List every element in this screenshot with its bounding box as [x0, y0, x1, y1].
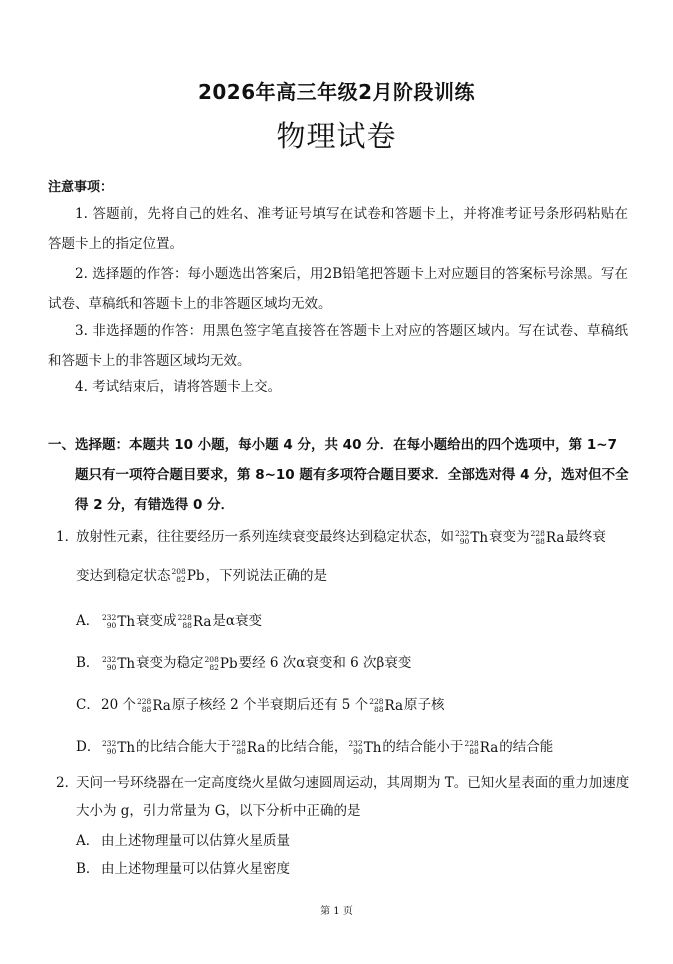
q1-stem-b: 衰变为 — [489, 529, 530, 545]
question-number: 1． — [56, 529, 79, 545]
q1-stem-e: ，下列说法正确的是 — [205, 567, 328, 584]
notice-heading: 注意事项： — [48, 180, 114, 195]
question-2 — [56, 769, 634, 825]
q1-option-b: B． 232 90 Th 衰变为稳定 208 82 Pb 要经 6 次α衰变和 6 次β衰变 — [76, 654, 412, 672]
q1-option-a: A． 232 90 Th 衰变成 228 88 Ra 是α衰变 — [76, 612, 263, 630]
q1-option-c: C．20 个 228 88 Ra 原子核经 2 个半衰期后还有 5 个 228 88 Ra 原子核 — [76, 696, 445, 714]
question-1 — [56, 526, 634, 587]
q2-option-a: A． 由上述物理量可以估算火星质量 — [76, 833, 290, 849]
notice-item-2: 2. 选择题的作答：每小题选出答案后，用2B铅笔把答题卡上对应题目的答案标号涂黑。写在试卷、草稿纸和答题卡上的非答题区域均无效。 — [48, 266, 628, 312]
q2-option-b: B． 由上述物理量可以估算火星密度 — [76, 861, 290, 877]
page-number: 第 1 页 — [320, 906, 353, 917]
notice-item-4: 4. 考试结束后，请将答题卡上交。 — [75, 379, 282, 395]
q2-stem: 天问一号环绕器在一定高度绕火星做匀速圆周运动，其周期为 T。已知火星表面的重力加速度大小为 g，引力常量为 G，以下分析中正确的是 — [76, 775, 630, 819]
section-1-instructions: 一、选择题：本题共 10 小题，每小题 4 分，共 40 分．在每小题给出的四个选项中，第 1~7 题只有一项符合题目要求，第 8~10 题有多项符合题目要求．全部选对得 4 分，选对但不全得 2 分，有错选得 0 分． — [48, 437, 629, 513]
q1-option-d: D． 232 90 Th 的比结合能大于 228 88 Ra 的比结合能， 232 90 Th 的结合能小于 228 88 Ra 的结合能 — [76, 738, 554, 756]
nuclide-th232: 232 90 Th — [455, 528, 489, 546]
q1-stem-c: 最终衰 — [565, 529, 606, 545]
notice-item-3: 3. 非选择题的作答：用黑色签字笔直接答在答题卡上对应的答题区域内。写在试卷、草稿纸和答题卡上的非答题区域均无效。 — [48, 323, 628, 369]
subject-title: 物理试卷 — [276, 119, 397, 153]
exam-title: 2026年高三年级2月阶段训练 — [197, 80, 476, 104]
q1-stem-a: 放射性元素，往往要经历一系列连续衰变最终达到稳定状态，如 — [76, 529, 454, 545]
question-number: 2． — [56, 775, 79, 791]
nuclide-pb208: 208 82 Pb — [171, 567, 205, 584]
q1-stem-d: 变达到稳定状态 — [76, 567, 171, 584]
notice-item-1: 1. 答题前，先将自己的姓名、准考证号填写在试卷和答题卡上，并将准考证号条形码粘贴在答题卡上的指定位置。 — [48, 206, 628, 252]
nuclide-ra228: 228 88 Ra — [530, 528, 565, 546]
